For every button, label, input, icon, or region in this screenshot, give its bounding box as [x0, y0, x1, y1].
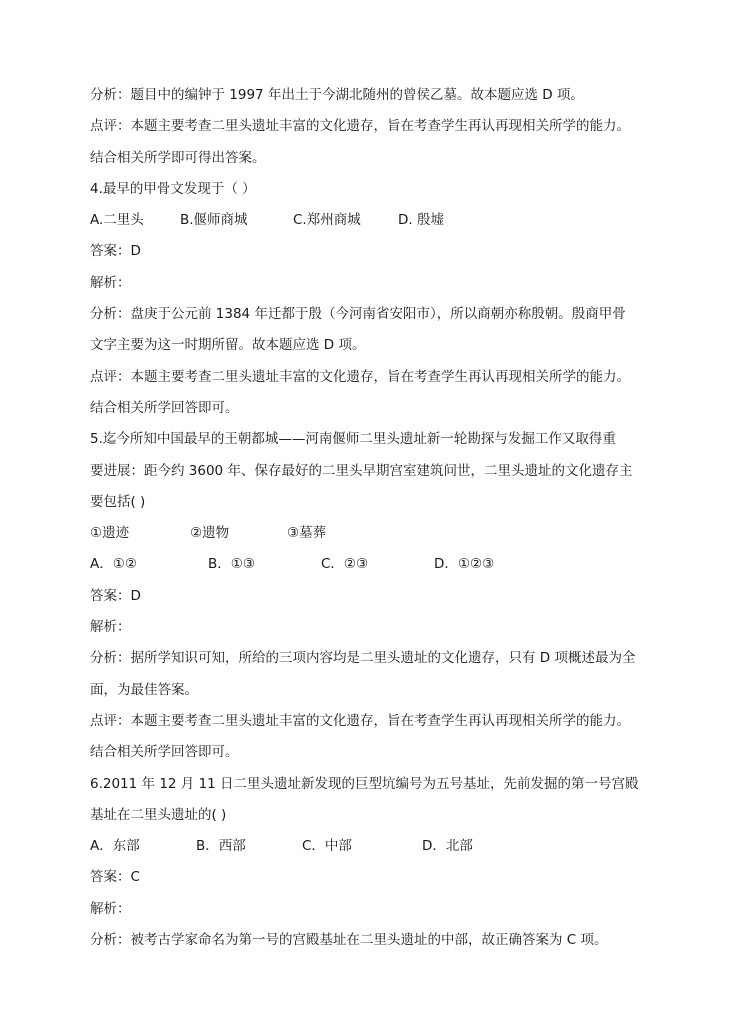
- q5-item-1: ①遗迹: [90, 525, 130, 542]
- exam-answer-page: [90, 80, 690, 956]
- q5-option-d: D．①②③: [434, 556, 495, 573]
- q6-option-c: C．中部: [302, 838, 352, 855]
- q5-comment-line-1: 点评：本题主要考查二里头遗址丰富的文化遗存，旨在考查学生再认再现相关所学的能力。: [90, 712, 630, 729]
- q6-options: [90, 831, 690, 862]
- q5-items: [90, 518, 690, 549]
- q5-question-line-1: 5.迄今所知中国最早的王朝都城——河南偃师二里头遗址新一轮勘探与发掘工作又取得重: [90, 431, 616, 448]
- q6-question-line-2: 基址在二里头遗址的( ): [90, 806, 227, 823]
- q5-item-2: ②遗物: [190, 525, 230, 542]
- q5-explain-label: 解析：: [90, 619, 131, 636]
- q4-options: [90, 205, 690, 236]
- q4-option-d: D. 殷墟: [398, 212, 444, 229]
- q6-explain-label: 解析：: [90, 900, 131, 917]
- q5-question-line-2: 要进展：距今约 3600 年、保存最好的二里头早期宫室建筑问世，二里头遗址的文化遗存主: [90, 462, 633, 479]
- q5-options: [90, 549, 690, 580]
- q4-option-c: C.郑州商城: [293, 212, 361, 229]
- q6-question-line-1: 6.2011 年 12 月 11 日二里头遗址新发现的巨型坑编号为五号基址，先前发掘的第一号宫殿: [90, 775, 639, 792]
- q5-analysis-line-1: 分析：据所学知识可知，所给的三项内容均是二里头遗址的文化遗存，只有 D 项概述最为全: [90, 650, 636, 667]
- q6-option-b: B．西部: [196, 838, 246, 855]
- q4-question: 4.最早的甲骨文发现于（ ）: [90, 180, 256, 197]
- q6-option-a: A．东部: [90, 838, 140, 855]
- q5-option-b: B．①③: [208, 556, 255, 573]
- q5-question-line-3: 要包括( ): [90, 493, 146, 510]
- q4-option-a: A.二里头: [90, 212, 144, 229]
- q6-option-d: D．北部: [422, 838, 473, 855]
- q3-analysis: 分析：题目中的编钟于 1997 年出土于今湖北随州的曾侯乙墓。故本题应选 D 项。: [90, 87, 584, 103]
- q3-comment-line-1: 点评：本题主要考查二里头遗址丰富的文化遗存，旨在考查学生再认再现相关所学的能力。: [90, 118, 630, 135]
- q5-item-3: ③墓葬: [287, 525, 327, 542]
- q3-comment-line-2: 结合相关所学即可得出答案。: [90, 149, 266, 166]
- q4-analysis-line-2: 文字主要为这一时期所留。故本题应选 D 项。: [90, 337, 366, 354]
- q4-analysis-line-1: 分析：盘庚于公元前 1384 年迁都于殷（今河南省安阳市），所以商朝亦称殷朝。殷商甲骨: [90, 306, 626, 323]
- q5-comment-line-2: 结合相关所学回答即可。: [90, 744, 239, 761]
- q4-answer: 答案：D: [90, 243, 141, 260]
- q5-analysis-line-2: 面，为最佳答案。: [90, 681, 198, 698]
- q5-option-a: A．①②: [90, 556, 137, 573]
- q5-answer: 答案：D: [90, 587, 141, 604]
- q4-option-b: B.偃师商城: [180, 212, 248, 229]
- q6-analysis-line-1: 分析：被考古学家命名为第一号的宫殿基址在二里头遗址的中部，故正确答案为 C 项。: [90, 932, 608, 949]
- q4-comment-line-1: 点评：本题主要考查二里头遗址丰富的文化遗存，旨在考查学生再认再现相关所学的能力。: [90, 368, 630, 385]
- q4-explain-label: 解析：: [90, 274, 131, 291]
- q6-answer: 答案：C: [90, 869, 140, 886]
- q5-option-c: C．②③: [321, 556, 369, 573]
- q4-comment-line-2: 结合相关所学回答即可。: [90, 399, 239, 416]
